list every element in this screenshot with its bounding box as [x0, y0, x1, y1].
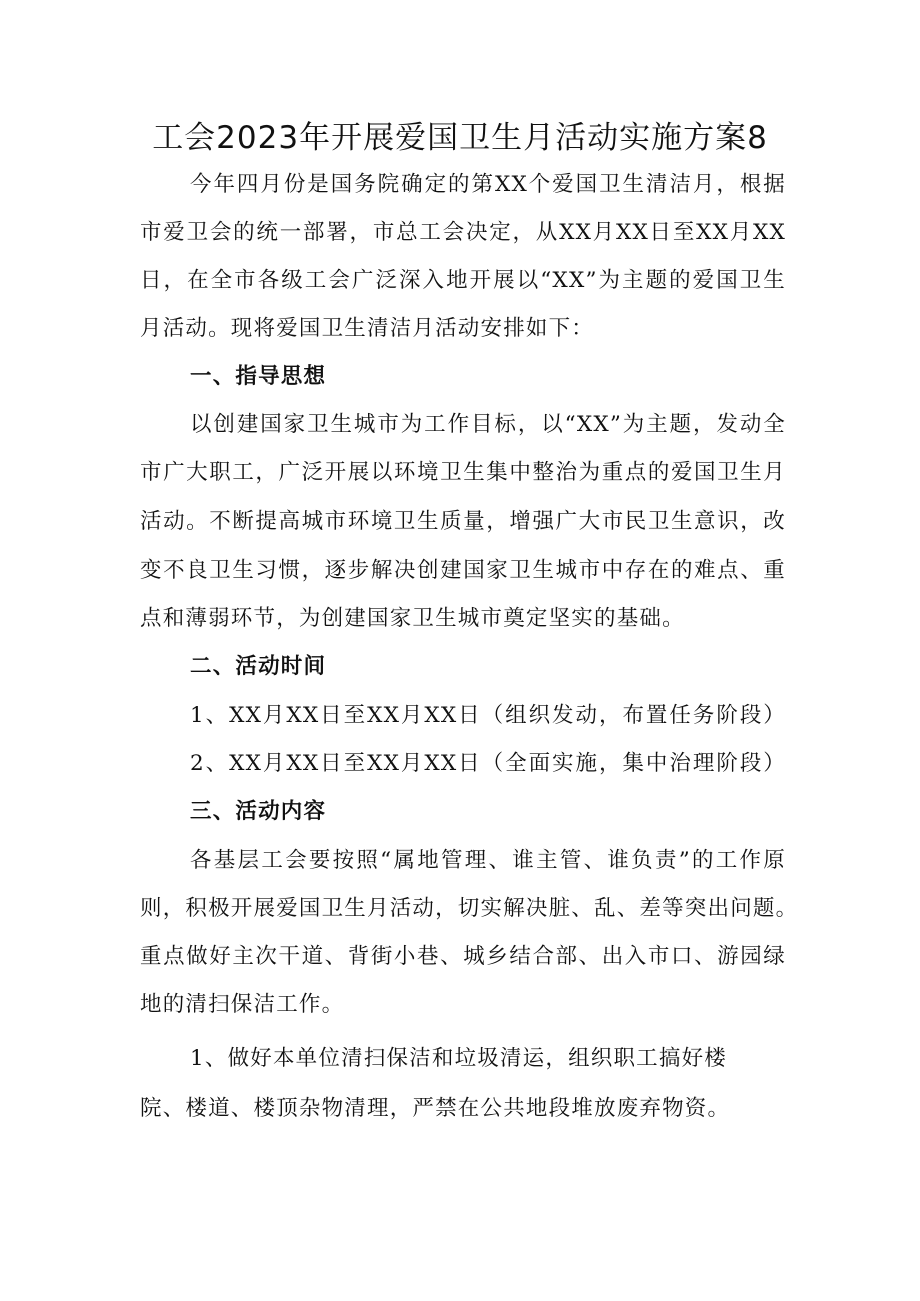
intro-line-1: 今年四月份是国务院确定的第XX个爱国卫生清洁月，根据 — [190, 172, 786, 197]
document-title: 工会2023年开展爱国卫生月活动实施方案8 — [152, 120, 768, 156]
section-heading-guiding-ideology: 一、指导思想 — [190, 364, 327, 389]
section1-line-3: 活动。不断提高城市环境卫生质量，增强广大市民卫生意识，改 — [140, 509, 786, 534]
intro-line-2: 市爱卫会的统一部署，市总工会决定，从XX月XX日至XX月XX — [140, 220, 786, 245]
section3-line-3: 重点做好主次干道、背街小巷、城乡结合部、出入市口、游园绿 — [140, 944, 786, 969]
section3-line-4: 地的清扫保洁工作。 — [140, 992, 345, 1017]
section3-line-1: 各基层工会要按照“属地管理、谁主管、谁负责”的工作原 — [190, 848, 786, 873]
section1-line-5: 点和薄弱环节，为创建国家卫生城市奠定坚实的基础。 — [140, 606, 685, 631]
section1-line-1: 以创建国家卫生城市为工作目标，以“XX”为主题，发动全 — [190, 412, 786, 437]
section1-line-2: 市广大职工，广泛开展以环境卫生集中整治为重点的爱国卫生月 — [140, 460, 786, 485]
section-heading-activity-time: 二、活动时间 — [190, 654, 327, 679]
intro-line-3: 日，在全市各级工会广泛深入地开展以“XX”为主题的爱国卫生 — [140, 268, 786, 293]
time-item-1: 1、XX月XX日至XX月XX日（组织发动，布置任务阶段） — [190, 703, 786, 728]
section-heading-activity-content: 三、活动内容 — [190, 799, 327, 824]
section3-line-2: 则，积极开展爱国卫生月活动，切实解决脏、乱、差等突出问题。 — [140, 896, 799, 921]
time-item-2: 2、XX月XX日至XX月XX日（全面实施，集中治理阶段） — [190, 751, 786, 776]
section1-line-4: 变不良卫生习惯，逐步解决创建国家卫生城市中存在的难点、重 — [140, 558, 786, 583]
content-item-1-line-2: 院、楼道、楼顶杂物清理，严禁在公共地段堆放废弃物资。 — [140, 1096, 731, 1121]
intro-line-4: 月活动。现将爱国卫生清洁月活动安排如下： — [140, 316, 595, 341]
content-item-1-line-1: 1、做好本单位清扫保洁和垃圾清运，组织职工搞好楼 — [190, 1046, 727, 1071]
